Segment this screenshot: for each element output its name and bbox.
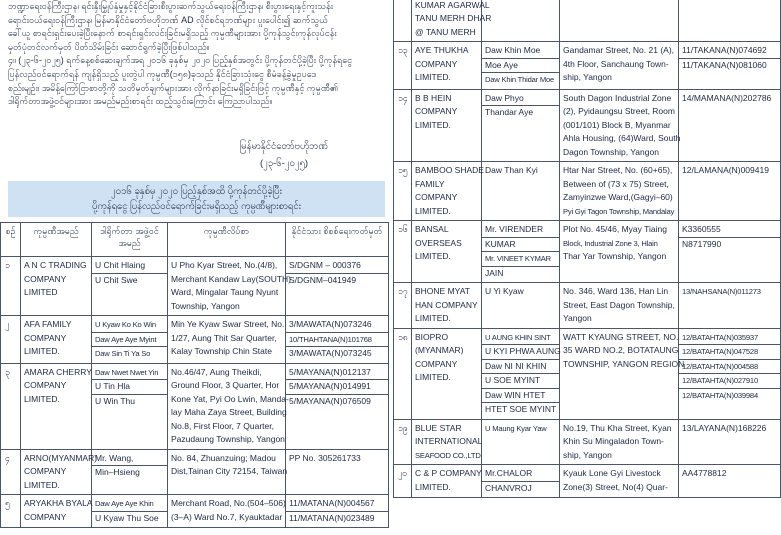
row-number: ၁၄ xyxy=(394,89,412,162)
company-name-line: COMPANY xyxy=(24,380,67,390)
id-number: 3/MAWATA(N)073245 xyxy=(289,348,372,358)
directors-cell xyxy=(482,42,560,90)
company-name-line: COMPANY xyxy=(415,106,458,116)
header-id: နိုင်ငံသား စိစစ်ရေးကတ်မှတ် xyxy=(286,223,389,257)
company-name-line: C & P COMPANY xyxy=(415,468,482,478)
id-cell xyxy=(679,221,781,283)
address-line: ship, Yangon xyxy=(563,72,612,82)
director-name: U KYI PHWA AUNG xyxy=(482,345,559,360)
id-cell xyxy=(286,363,389,449)
company-name-line: ARYAKHA BYALA xyxy=(24,498,93,508)
company-name-cell xyxy=(412,328,482,419)
company-name-line: HAN COMPANY xyxy=(415,299,478,310)
address-cell xyxy=(560,283,679,329)
director-name: U Yi Kyaw xyxy=(485,286,524,296)
companies-table-right xyxy=(393,0,781,498)
intro-line: ပြန်လည်ဝင်ရောက်ရန် ကျန်ရှိသည့် ပူးတွဲပါ ကုမ္ပဏီ(၁၅၈)ခုသည် နိုင်ငံခြားသုံးငွေ စီမံခန့်ခွဲမှုဥပဒေ xyxy=(8,68,316,79)
directors-cell xyxy=(92,495,168,528)
id-cell xyxy=(286,495,389,528)
address-line: Yangon xyxy=(563,313,592,323)
company-name-cell xyxy=(21,257,92,316)
company-name-line: BHONE MYAT xyxy=(415,286,470,296)
director-name: U SOE MYINT xyxy=(482,374,559,389)
address-line: Dagon Township, Yangon xyxy=(563,146,659,157)
id-number: 13/NAHSANA(N)011273 xyxy=(682,287,761,296)
row-number: ၂၀ xyxy=(394,465,412,498)
company-name-line: BLUE STAR xyxy=(415,422,462,433)
right-column xyxy=(393,0,780,535)
company-name-line: LIMITED. xyxy=(415,251,451,261)
id-number: 12/BATAHTA(N)039984 xyxy=(682,390,758,400)
company-name-cell xyxy=(412,419,482,465)
id-cell xyxy=(679,283,781,329)
row-number: ၁၈ xyxy=(394,328,412,419)
left-column xyxy=(0,0,388,535)
table-row xyxy=(394,465,781,498)
company-name-cell xyxy=(412,221,482,283)
header-no: စဉ် xyxy=(1,223,21,257)
address-line: (3–A) Ward No.7, Kyauktadar xyxy=(171,511,283,522)
director-name: Daw WIN HTET xyxy=(482,389,559,404)
director-name: Mr. Wang, xyxy=(92,452,167,467)
table-row xyxy=(1,316,389,364)
directors-cell xyxy=(482,283,560,329)
id-number: 12/BATAHTA(N)047528 xyxy=(679,345,780,360)
intro-line: မှတ်ပုံတင်လက်မှတ် ပိတ်သိမ်းခြင်း ဆောင်ရွက်ခဲ့ပြီးဖြစ်ပါသည်။ xyxy=(8,41,210,52)
id-number: 3/MAWATA(N)073246 xyxy=(286,318,388,333)
director-name: U Maung Kyar Yaw xyxy=(485,423,547,433)
address-line: 1/27, Aung Thit Sar Quarter, xyxy=(171,332,277,343)
id-number: 5/MAYANA(N)076509 xyxy=(289,395,371,406)
address-cell xyxy=(168,316,286,364)
id-cell xyxy=(679,465,781,498)
address-cell xyxy=(560,221,679,283)
id-number: N8717990 xyxy=(682,238,722,249)
address-cell xyxy=(168,363,289,449)
row-number: ၃ xyxy=(1,363,21,449)
directors-cell xyxy=(92,257,168,316)
row-number: ၁၉ xyxy=(394,419,412,465)
address-line: Kalay Township Chin State xyxy=(171,346,272,356)
company-name-line: BANSAL xyxy=(415,224,449,234)
row-number: ၁၃ xyxy=(394,42,412,90)
table-row xyxy=(394,162,781,221)
id-cell xyxy=(679,89,781,162)
intro-line: ၄။ (၂၃-၆-၂၀၂၅) ရက်နေ့စစ်ဆေးချက်အရ ၂၀၁၆ ခုနှစ်မှ ၂၀၂၀ ပြည့်နှစ်အတွင်း ပို့ကုန်တင်ပို့ခဲ့ပြီး ပို့ကုန်ရငွေ xyxy=(8,55,353,66)
signature-org: မြန်မာနိုင်ငံတော်ဗဟိုဘဏ် xyxy=(239,141,328,152)
address-cell xyxy=(168,257,291,316)
company-name-line: A N C TRADING xyxy=(24,260,87,270)
directors-cell xyxy=(482,465,560,498)
id-cell xyxy=(286,449,389,495)
address-line: Kone Yat, Pyi Oo Lwin, Manda- xyxy=(171,393,289,404)
directors-cell xyxy=(92,449,168,495)
company-name-line: LIMITED. xyxy=(415,72,451,82)
id-number: 11/TAKANA(N)074692 xyxy=(679,44,780,59)
address-line: No.8, First Floor, 7 Quarter, xyxy=(171,420,274,431)
address-line: Kyauk Lone Gyi Livestock xyxy=(563,468,661,478)
company-name-cell xyxy=(412,283,482,329)
company-name-line: LIMITED. xyxy=(24,479,60,490)
director-name: Min–Hsieng xyxy=(95,467,140,477)
director-name: Daw Khin Moe xyxy=(482,44,559,59)
company-name-line: COMPANY xyxy=(415,58,458,69)
company-name-cell xyxy=(412,465,482,498)
id-cell xyxy=(679,0,781,42)
company-name-line: LIMITED. xyxy=(415,481,451,492)
company-name-line: LIMITED. xyxy=(24,346,60,356)
directors-cell xyxy=(482,419,560,465)
address-line: Ward, Mingalar Taung Nyunt xyxy=(171,287,279,297)
signature-date: (၂၃-၆-၂၀၂၅) xyxy=(259,158,308,169)
director-name: Daw Sin Ti Ya So xyxy=(95,349,151,358)
directors-cell xyxy=(482,0,560,42)
address-line: Ground Floor, 3 Quarter, Hor xyxy=(171,380,280,390)
intro-line: ဘဏ္ဍာရေးဝန်ကြီးဌာန၊ ရင်းနှီးမြှုပ်နှံမှုနှင့်နိုင်ငံခြားစီးပွားဆက်သွယ်ရေးဝန်ကြီးဌာန၊ စီးပွားရေးနှင့်ကူးသန်း xyxy=(8,1,333,11)
id-number: 14/MAMANA(N)202786 xyxy=(682,92,772,103)
company-name-line: ARNO(MYANMAR) xyxy=(24,452,98,463)
table-row xyxy=(394,328,781,419)
company-name-cell xyxy=(412,0,492,42)
banner-line-2: ပို့ကုန်ရငွေ ပြန်လည်ဝင်ရောက်ခြင်းမရှိသည့် ကုမ္ပဏီများစာရင်း xyxy=(91,201,302,212)
id-cell xyxy=(679,162,781,221)
address-line: No.46/47, Aung Theikdi, xyxy=(171,366,262,377)
id-cell xyxy=(679,42,781,90)
intro-line: ခေါ်ယူ စာရင်းရှင်းပေးခဲ့ပြီးနောက် စာရင်းရှင်းလင်းခြင်းမရှိသည့် ကုမ္ပဏီများအား ပို့ကုန်သွင်းကုန်လုပ်ငန်း xyxy=(8,28,337,39)
company-name-line: LIMITED. xyxy=(415,313,451,323)
id-number: 13/LAYANA(N)168226 xyxy=(682,422,767,433)
id-number: K3360555 xyxy=(679,223,780,238)
company-name-line: TANU MERH DHAR xyxy=(415,13,492,23)
company-name-line: LIMITED. xyxy=(415,372,451,382)
header-company: ကုမ္ပဏီအမည် xyxy=(21,223,92,257)
id-number: 11/TAKANA(N)081060 xyxy=(682,59,767,70)
address-line: 4th Floor, Sanchaung Town- xyxy=(563,58,669,69)
director-name: KUMAR xyxy=(482,238,559,253)
id-number: PP No. 305261733 xyxy=(289,452,361,463)
address-line: Merchant Kandaw Lay(SOUTH) xyxy=(171,273,291,284)
directors-cell xyxy=(92,316,168,364)
company-name-cell xyxy=(21,449,98,495)
address-line: TOWNSHIP, YANGON REGION xyxy=(563,358,685,369)
director-name: Daw Nwet Nwet Yin xyxy=(92,366,167,381)
company-name-cell xyxy=(412,42,482,90)
director-name: Mr.CHALOR xyxy=(482,467,559,482)
table-row xyxy=(394,42,781,90)
id-number: 11/MATANA(N)004567 xyxy=(286,497,388,512)
intro-line: ရောင်းဝယ်ရေးဝန်ကြီးဌာန၊ မြန်မာနိုင်ငံတော်ဗဟိုဘဏ် AD လိုင်စင်ရဘဏ်များ ပူးပေါင်း၍ ဆက်သွယ် xyxy=(8,14,328,25)
row-number: ၄ xyxy=(1,449,21,495)
company-name-line: AFA FAMILY xyxy=(24,319,72,329)
id-cell xyxy=(286,316,389,364)
director-name: Daw Aye Aye Khin xyxy=(92,497,167,512)
company-name-line: BIOPRO xyxy=(415,331,449,342)
address-line: (2), Pyidaungsu Street, Room xyxy=(563,106,675,116)
intro-paragraph xyxy=(0,0,388,109)
address-line: Street, East Dagon Township, xyxy=(563,299,675,310)
address-line: Dist,Tainan City 72154, Taiwan xyxy=(171,466,288,476)
director-name: Moe Aye xyxy=(482,59,559,74)
address-line: Zamyinzwe Ward,(Gagyi–60) xyxy=(563,192,673,202)
header-address: ကုမ္ပဏီလိပ်စာ xyxy=(168,223,286,257)
id-number: 11/MATANA(N)023489 xyxy=(289,512,375,523)
row-number xyxy=(394,0,412,42)
director-name: U Win Thu xyxy=(95,395,135,406)
address-line: South Dagon Industrial Zone xyxy=(563,92,672,103)
address-line: Block, Industrial Zone 3, Hlain xyxy=(563,238,658,248)
address-line: WATT KYAUNG STREET, NO. xyxy=(563,331,679,342)
company-name-line: COMPANY xyxy=(24,332,67,343)
companies-table-left xyxy=(0,222,389,528)
address-line: No. 346, Ward 136, Han Lin xyxy=(563,286,669,296)
row-number: ၅ xyxy=(1,495,21,528)
address-cell xyxy=(560,465,679,498)
company-name-line: (MYANMAR) xyxy=(415,345,464,355)
address-cell xyxy=(560,42,679,90)
company-name-line: FAMILY xyxy=(415,178,445,189)
directors-cell xyxy=(92,363,168,449)
row-number: ၁၆ xyxy=(394,221,412,283)
company-name-cell xyxy=(21,363,92,449)
address-line: Htar Nar Street, No. (60+65), xyxy=(563,165,673,175)
directors-cell xyxy=(482,89,560,162)
director-name: Daw Phyo xyxy=(482,92,559,107)
address-cell xyxy=(560,89,679,162)
table-row xyxy=(1,257,389,316)
company-name-line: COMPANY xyxy=(24,511,67,522)
director-name: Mr. VIRENDER xyxy=(482,223,559,238)
table-row xyxy=(1,363,389,449)
id-number: 12/BATAHTA(N)004588 xyxy=(679,360,780,375)
address-line: Township, Yangon xyxy=(171,300,240,311)
id-number: 5/MAYANA(N)012137 xyxy=(286,366,388,381)
company-name-cell xyxy=(412,162,482,221)
table-row xyxy=(394,283,781,329)
director-name: Daw NI NI KHIN xyxy=(482,360,559,375)
director-name: U Chit Hlaing xyxy=(92,259,167,274)
director-name: U Chit Swe xyxy=(95,274,138,285)
director-name: CHANVROJ xyxy=(485,482,532,493)
director-name: Daw Khin Thidar Moe xyxy=(485,75,555,84)
company-name-cell xyxy=(412,89,482,162)
id-number: 12/BATAHTA(N)027910 xyxy=(679,374,780,389)
address-line: ship, Yangon xyxy=(563,449,612,460)
director-name: Daw Than Kyi xyxy=(485,165,538,175)
company-name-line: OVERSEAS xyxy=(415,237,462,248)
director-name: JAIN xyxy=(485,267,504,278)
address-line: No.19, Thu Kha Street, Kyan xyxy=(563,422,672,433)
company-name-line: INTERNATIONAL xyxy=(415,436,483,446)
table-row xyxy=(394,0,781,42)
address-line: lay Maha Zaya Street, Building xyxy=(171,407,287,417)
address-line: Pyi Gyi Tagon Township, Mandalay xyxy=(563,206,675,216)
id-number: S/DGNM – 000376 xyxy=(286,259,388,274)
director-name: U AUNG KHIN SINT xyxy=(482,331,559,346)
id-number: 12/LAMANA(N)009419 xyxy=(682,165,769,175)
banner-line-1: ၂၀၁၆ ခုနှစ်မှ ၂၀၂၀ ပြည့်နှစ်အထိ ပို့ကုန်တင်ပို့ခဲ့ပြီး xyxy=(111,186,282,197)
id-cell xyxy=(679,419,781,465)
intro-line: ဒါရိုက်တာအဖွဲ့ဝင်များအား အမည်မည်းစာရင်း ထည့်သွင်းကြောင်း ကြေညာပါသည်။ xyxy=(8,96,273,107)
table-row xyxy=(394,221,781,283)
company-name-line: @ TANU MERH xyxy=(415,26,476,37)
table-row xyxy=(1,495,389,528)
table-title-banner xyxy=(8,181,385,217)
address-cell xyxy=(168,495,286,528)
company-name-line: LIMITED. xyxy=(24,393,60,404)
id-number: 5/MAYANA(N)014991 xyxy=(286,380,388,395)
row-number: ၁ xyxy=(1,257,21,316)
company-name-line: COMPANY xyxy=(415,192,458,202)
address-cell xyxy=(168,449,286,495)
address-line: Between of (73 x 75) Street, xyxy=(563,178,669,189)
address-cell xyxy=(560,419,679,465)
row-number: ၁၇ xyxy=(394,283,412,329)
address-line: Khin Su Mingaladon Town- xyxy=(563,436,664,446)
director-name: U Kyaw Thu Soe xyxy=(95,512,159,523)
company-name-line: SEAFOOD CO.,LTD xyxy=(415,450,481,460)
id-cell xyxy=(679,328,781,419)
id-cell xyxy=(286,257,389,316)
company-name-line: LIMITED. xyxy=(415,205,451,216)
address-line: Ahla Housing, (64)Ward, South xyxy=(563,133,681,143)
address-line: 35 WARD NO.2, BOTATAUNG xyxy=(563,345,679,355)
table-row xyxy=(394,419,781,465)
director-name: U Kyaw Ko Ko Win xyxy=(92,318,167,333)
address-line: No. 84, Zhuanzuing; Madou xyxy=(171,452,276,463)
address-line: Thar Yar Township, Yangon xyxy=(563,251,667,261)
company-name-line: AMARA CHERRY xyxy=(24,366,92,377)
director-name: Daw Aye Aye Myint xyxy=(92,333,167,348)
address-line: (001/101) Block B, Myanmar xyxy=(563,119,671,130)
director-name: HTET SOE MYINT xyxy=(485,404,557,414)
company-name-line: COMPANY xyxy=(415,358,458,369)
id-number: 12/BATAHTA(N)035937 xyxy=(679,331,780,346)
address-line: Pazudaung Township, Yangon xyxy=(171,434,285,444)
id-number: AA4778812 xyxy=(682,468,727,478)
address-line: Merchant Road, No.(504–506) xyxy=(171,498,286,508)
director-name: Thandar Aye xyxy=(485,107,534,117)
directors-cell xyxy=(482,328,560,419)
director-name: Mr. VINEET KYMAR xyxy=(482,252,559,267)
header-directors: ဒါရိုက်တာ အဖွဲ့ဝင်အမည် xyxy=(92,223,168,257)
company-name-cell xyxy=(21,316,92,364)
id-number: 10/THAHTANA(N)101768 xyxy=(286,333,388,348)
company-name-line: BAMBOO SHADE xyxy=(415,165,484,175)
address-cell xyxy=(560,328,685,419)
company-name-line: KUMAR AGARWAL xyxy=(415,0,490,10)
address-line: Gandamar Street, No. 21 (A), xyxy=(563,45,675,55)
director-name: U Tin Hla xyxy=(92,380,167,395)
company-name-line: AYE THUKHA xyxy=(415,45,469,55)
intro-line: စည်းမျဉ်း၊ အမိန့်ကြော်ငြာစာတို့ကို သတိမှတ်ချက်များအား လိုက်နာခြင်းမရှိခြင်းဖြင့် ကုမ္ပဏီနှင့် ကုမ္ပဏီ၏ xyxy=(8,82,338,93)
table-row xyxy=(394,89,781,162)
directors-cell xyxy=(482,162,560,221)
table-row xyxy=(1,449,389,495)
id-number: S/DGNM–041949 xyxy=(289,274,357,285)
address-line: Zone(3) Street, No(4) Quar- xyxy=(563,481,668,492)
address-cell xyxy=(560,162,679,221)
company-name-line: LIMITED xyxy=(24,287,58,297)
company-name-line: COMPANY xyxy=(24,466,67,476)
company-name-line: B B HEIN xyxy=(415,92,452,103)
directors-cell xyxy=(482,221,560,283)
company-name-line: LIMITED. xyxy=(415,119,451,130)
company-name-line: COMPANY xyxy=(24,273,67,284)
row-number: ၁၅ xyxy=(394,162,412,221)
address-line: U Pho Kyar Street, No.(4/8), xyxy=(171,260,278,270)
company-name-cell xyxy=(21,495,92,528)
address-cell xyxy=(560,0,679,42)
address-line: Min Ye Kyaw Swar Street, No. xyxy=(171,319,285,329)
address-line: Plot No. 45/46, Myay Tiaing xyxy=(563,224,667,234)
row-number: ၂ xyxy=(1,316,21,364)
